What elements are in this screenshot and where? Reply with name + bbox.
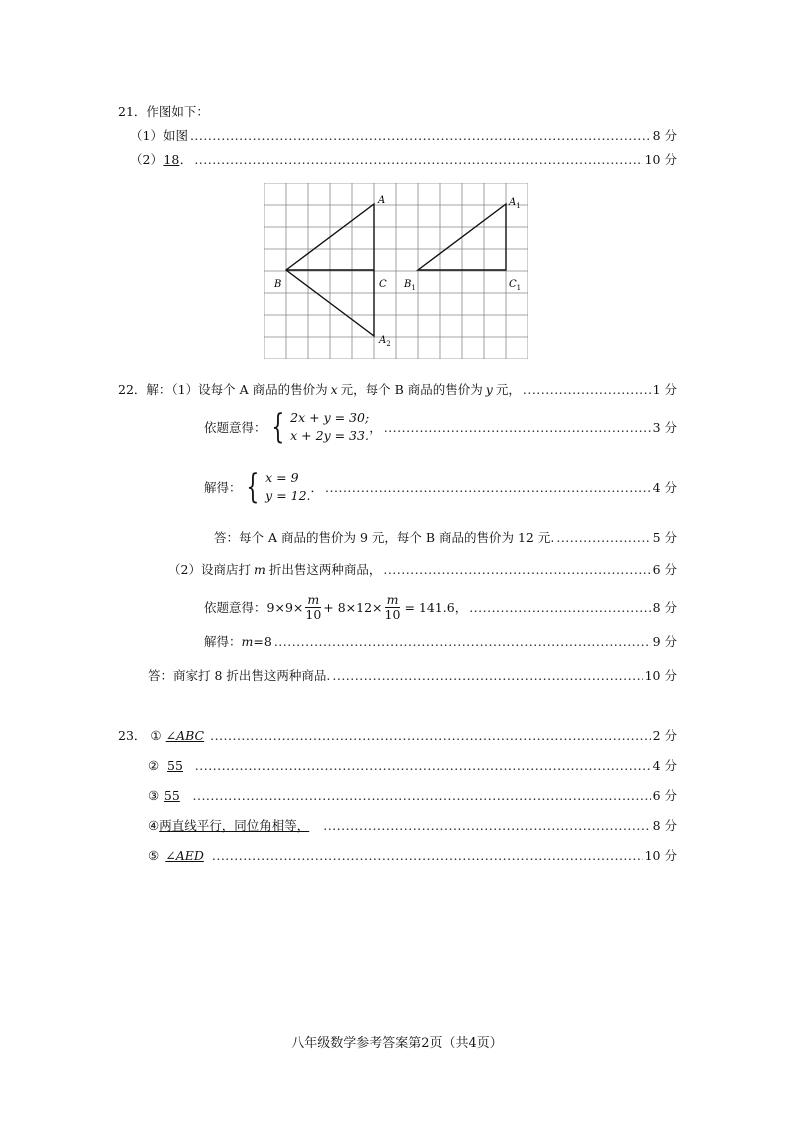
q22-line1: 22．解：（1）设每个 A 商品的售价为 x 元，每个 B 商品的售价为 y 元， ..... 1 分	[118, 380, 677, 398]
answer-blank: ∠ABC	[165, 728, 205, 743]
leader-dots	[469, 600, 650, 615]
score: 4 分	[652, 758, 677, 773]
label-A2: $A_2$	[379, 335, 391, 348]
q23-item-5: ⑤ ∠AED ..... 10 分	[148, 846, 677, 864]
score: 10 分	[644, 848, 677, 863]
q22-line7: 解得： m =8 ..... 9 分	[204, 632, 677, 650]
answer-blank: 55	[163, 788, 180, 803]
q22-line4: 答：每个 A 商品的售价为 9 元，每个 B 商品的售价为 12 元. ..... 5 分	[214, 528, 677, 546]
answer-blank: ∠AED	[165, 848, 204, 863]
score: 9 分	[652, 634, 677, 649]
q22-line8: 答：商家打 8 折出售这两种商品. ..... 10 分	[148, 666, 677, 684]
q21-heading: 21．作图如下：	[118, 104, 209, 119]
leader-dots	[212, 848, 643, 863]
answer-blank: 两直线平行，同位角相等，	[159, 818, 310, 833]
score: 3 分	[652, 420, 677, 435]
leader-dots	[556, 530, 650, 545]
q23-item-3: ③ 55 ..... 6 分	[148, 786, 677, 804]
leader-dots	[332, 668, 642, 683]
leader-dots	[190, 128, 651, 143]
q23-item-4: ④ 两直线平行，同位角相等， ..... 8 分	[148, 816, 677, 834]
q23-item-1: 23． ① ∠ABC ..... 2 分	[118, 726, 677, 744]
score: 8 分	[652, 128, 677, 143]
leader-dots	[195, 758, 651, 773]
q21-grid-figure	[264, 183, 528, 359]
leader-dots	[523, 382, 651, 397]
q22-line2: 依题意得： { 2x + y = 30; x + 2y = 33. ， ..... 3 分	[204, 414, 677, 440]
leader-dots	[383, 562, 650, 577]
score: 4 分	[652, 480, 677, 495]
q21-part1: （1）如图 ..... 8 分	[130, 126, 677, 144]
score: 10 分	[644, 668, 677, 683]
q22-line3: 解得： { x = 9 y = 12. ． ..... 4 分	[204, 474, 677, 500]
brace-icon: {	[245, 467, 259, 507]
leader-dots	[323, 818, 650, 833]
leader-dots	[274, 634, 651, 649]
q22-line5: （2）设商店打 m 折出售这两种商品， ..... 6 分	[168, 560, 677, 578]
label-B: B	[274, 279, 282, 290]
answer-blank: 18	[163, 152, 180, 167]
score: 10 分	[644, 152, 677, 167]
label-A1: $A_1$	[509, 197, 521, 210]
label-C1: $C_1$	[509, 279, 522, 292]
leader-dots	[325, 480, 651, 495]
equation-system: { 2x + y = 30; x + 2y = 33.	[270, 407, 370, 447]
q21-part2: （2） 18 ． ..... 10 分	[130, 150, 677, 168]
score: 8 分	[652, 818, 677, 833]
score: 2 分	[652, 728, 677, 743]
label-B1: $B_1$	[404, 279, 416, 292]
leader-dots	[384, 420, 651, 435]
solution-system: { x = 9 y = 12.	[245, 467, 311, 507]
grid	[264, 183, 528, 359]
q22-line6: 依题意得： 9×9× $\frac{m}{10}$ + 8×12× $\frac{m}{10}$ = 141.6 ， ..... 8 分	[204, 592, 677, 622]
label-C: C	[379, 279, 387, 290]
score: 1 分	[652, 382, 677, 397]
answer-blank: 55	[167, 758, 183, 773]
q23-item-2: ② 55 ..... 4 分	[148, 756, 677, 774]
score: 8 分	[652, 600, 677, 615]
leader-dots	[193, 788, 651, 803]
brace-icon: {	[270, 407, 284, 447]
fraction: $\frac{m}{10}$	[384, 591, 401, 622]
score: 6 分	[652, 788, 677, 803]
score: 6 分	[652, 562, 677, 577]
fraction: $\frac{m}{10}$	[305, 591, 322, 622]
leader-dots	[194, 152, 642, 167]
label-A: A	[378, 195, 386, 206]
leader-dots	[210, 728, 650, 743]
page-footer: 八年级数学参考答案第2页（共4页）	[291, 1036, 503, 1051]
score: 5 分	[652, 530, 677, 545]
